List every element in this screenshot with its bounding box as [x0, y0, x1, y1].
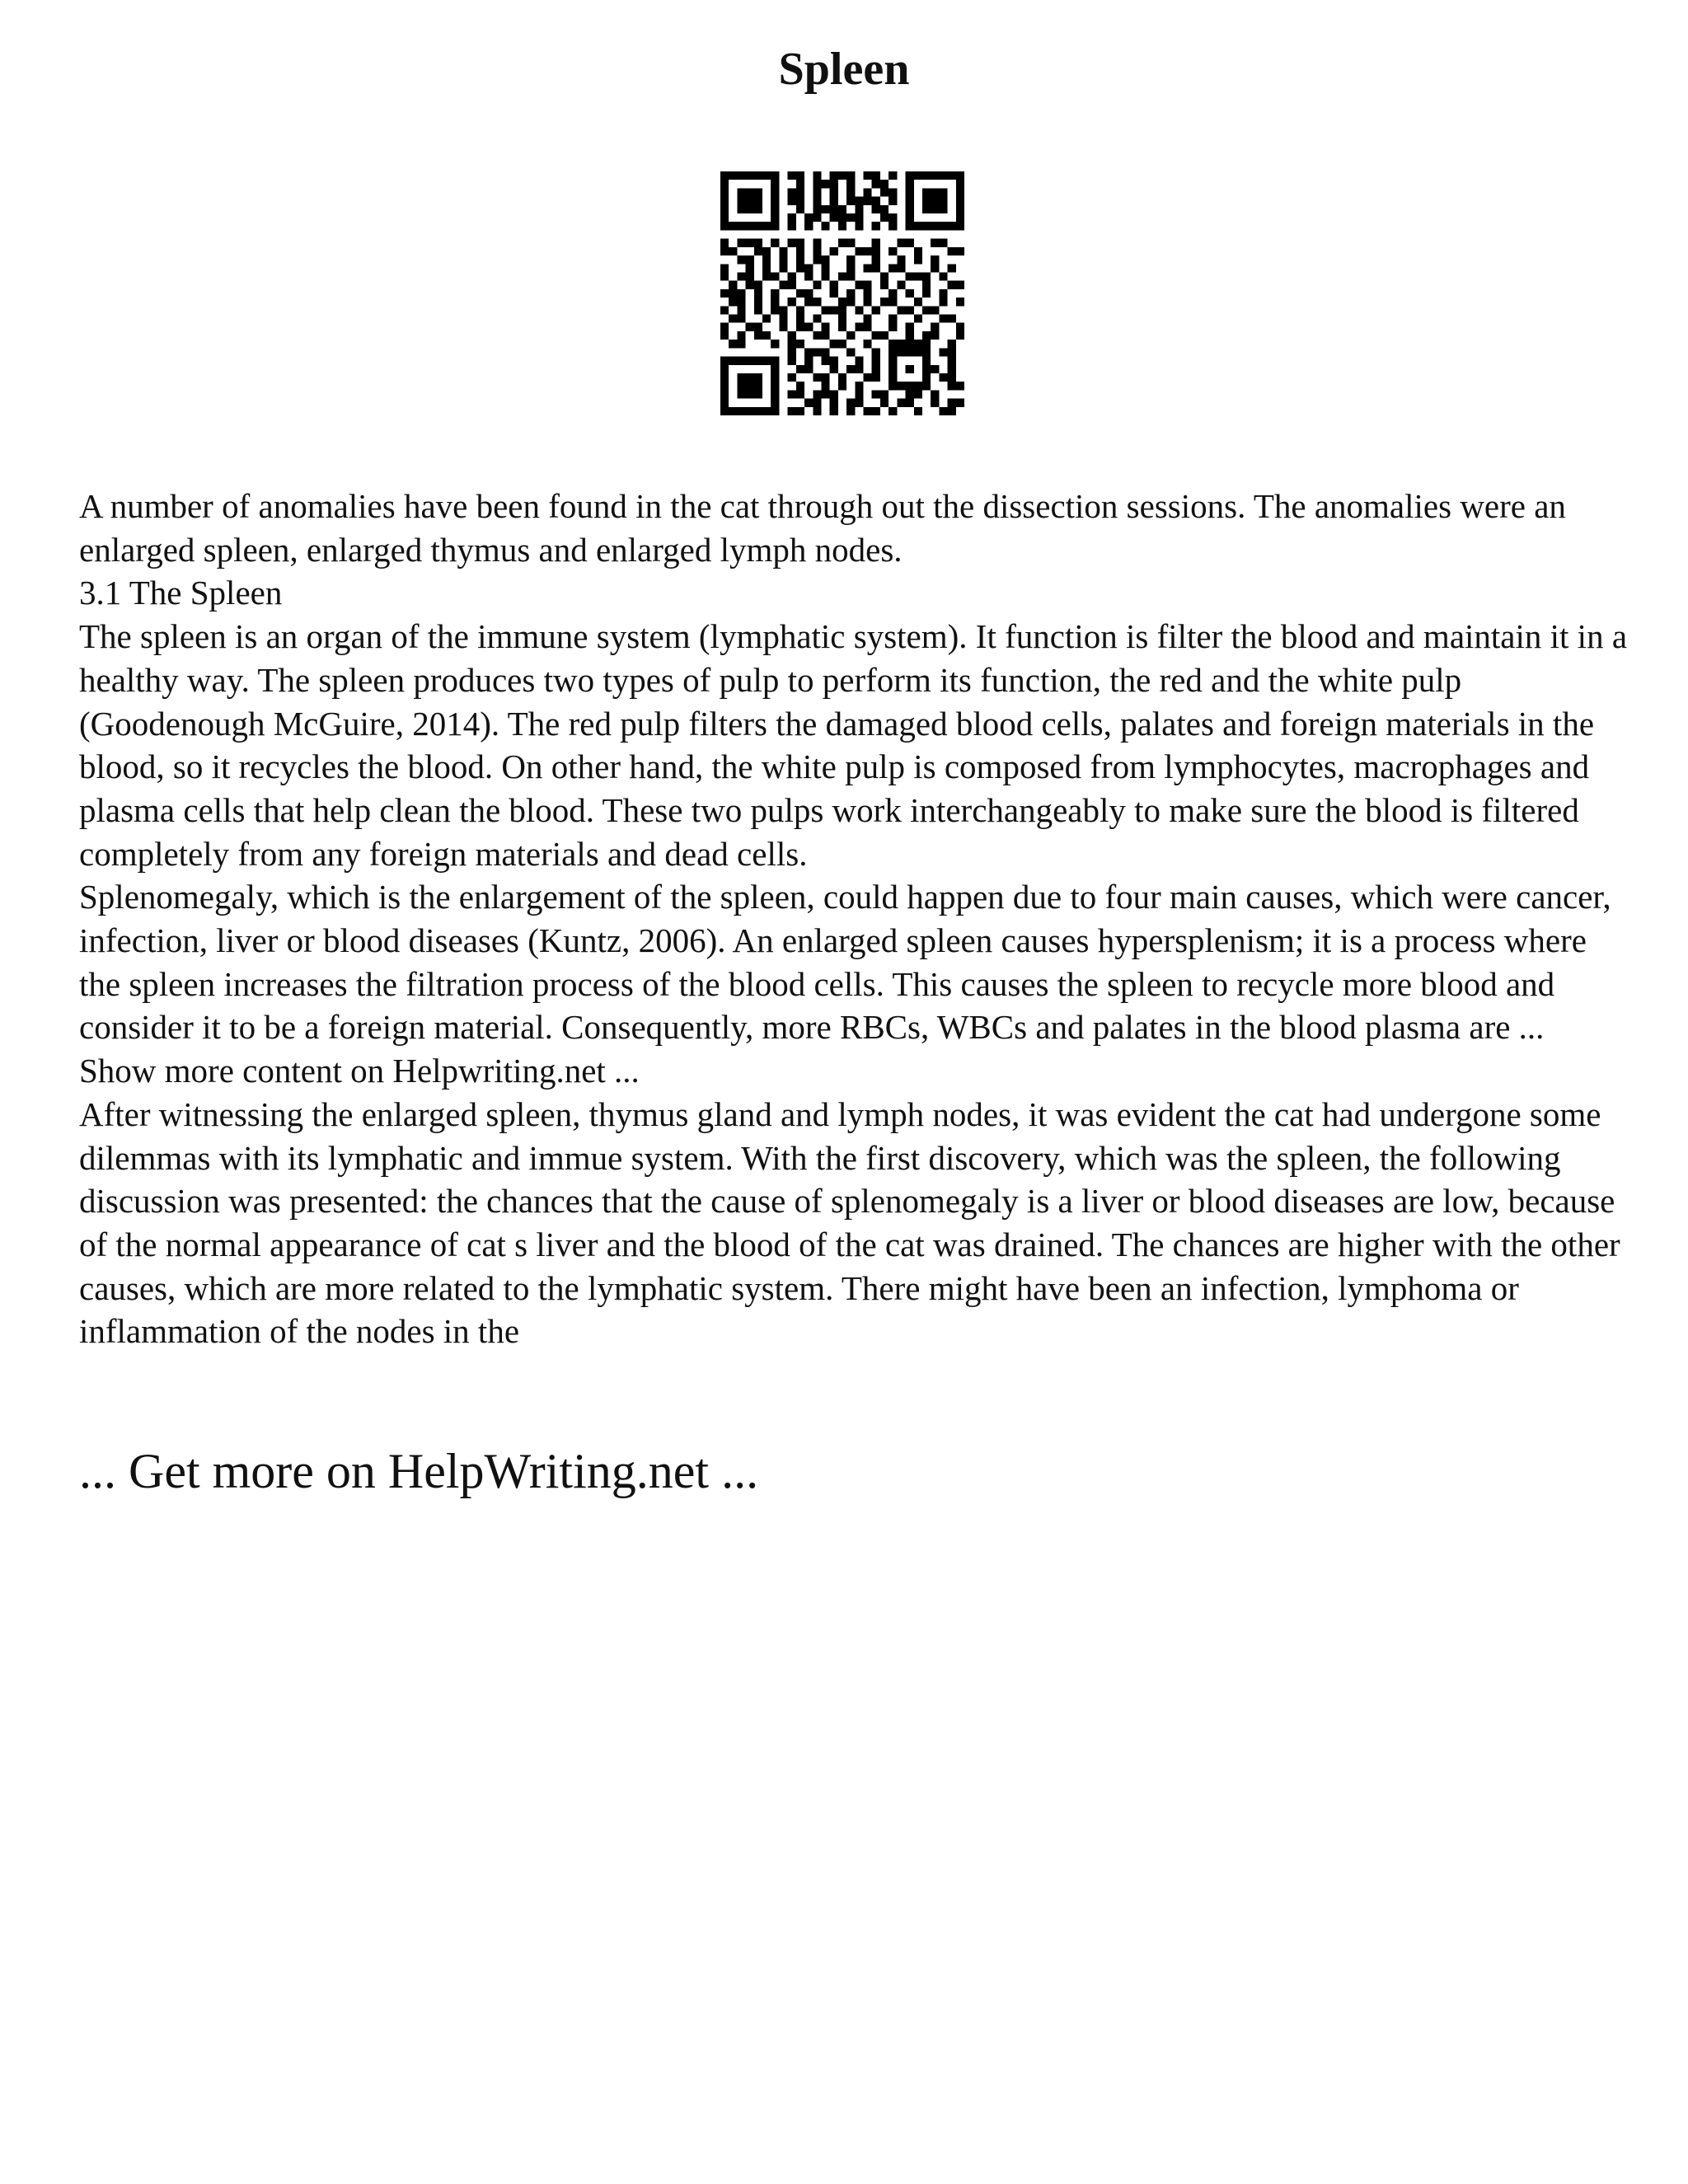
qr-code — [720, 171, 964, 415]
paragraph-discussion: After witnessing the enlarged spleen, thymus gland and lymph nodes, it was evident the cat had undergone some dilemmas with its lymphatic and immue system. With the first discovery, which was the spleen, the following discussion was presented: the chances that the cause of splenomegaly is a liver or blood diseases are low, because of the normal appearance of cat s liver and the blood of the cat was drained. The chances are higher with the other causes, which are more related to the lymphatic system. There might have been an infection, lymphoma or inflammation of the nodes in the — [79, 1094, 1620, 1351]
get-more-link[interactable]: ... Get more on HelpWriting.net ... — [79, 1444, 759, 1498]
section-heading: 3.1 The Spleen — [79, 574, 283, 612]
paragraph-intro: A number of anomalies have been found in the cat through out the dissection sessions. The anomalies were an enlarged spleen, enlarged thymus and enlarged lymph nodes. — [79, 487, 1566, 569]
body-text — [79, 485, 1629, 1353]
paragraph-spleen-function: The spleen is an organ of the immune system (lymphatic system). It function is filter the blood and maintain it in a healthy way. The spleen produces two types of pulp to perform its function, the red and the white pulp (Goodenough McGuire, 2014). The red pulp filters the damaged blood cells, palates and foreign materials in the blood, so it recycles the blood. On other hand, the white pulp is composed from lymphocytes, macrophages and plasma cells that help clean the blood. These two pulps work interchangeably to make sure the blood is filtered completely from any foreign materials and dead cells. — [79, 617, 1628, 873]
page-title: Spleen — [778, 44, 910, 95]
paragraph-splenomegaly: Splenomegaly, which is the enlargement of the spleen, could happen due to four main causes, which were cancer, infection, liver or blood diseases (Kuntz, 2006). An enlarged spleen causes hypersplenism; it is a process where the spleen increases the filtration process of the blood cells. This causes the spleen to recycle more blood and consider it to be a foreign material. Consequently, more RBCs, WBCs and palates in the blood plasma are ... Show more content on Helpwriting.net ... — [79, 878, 1611, 1090]
